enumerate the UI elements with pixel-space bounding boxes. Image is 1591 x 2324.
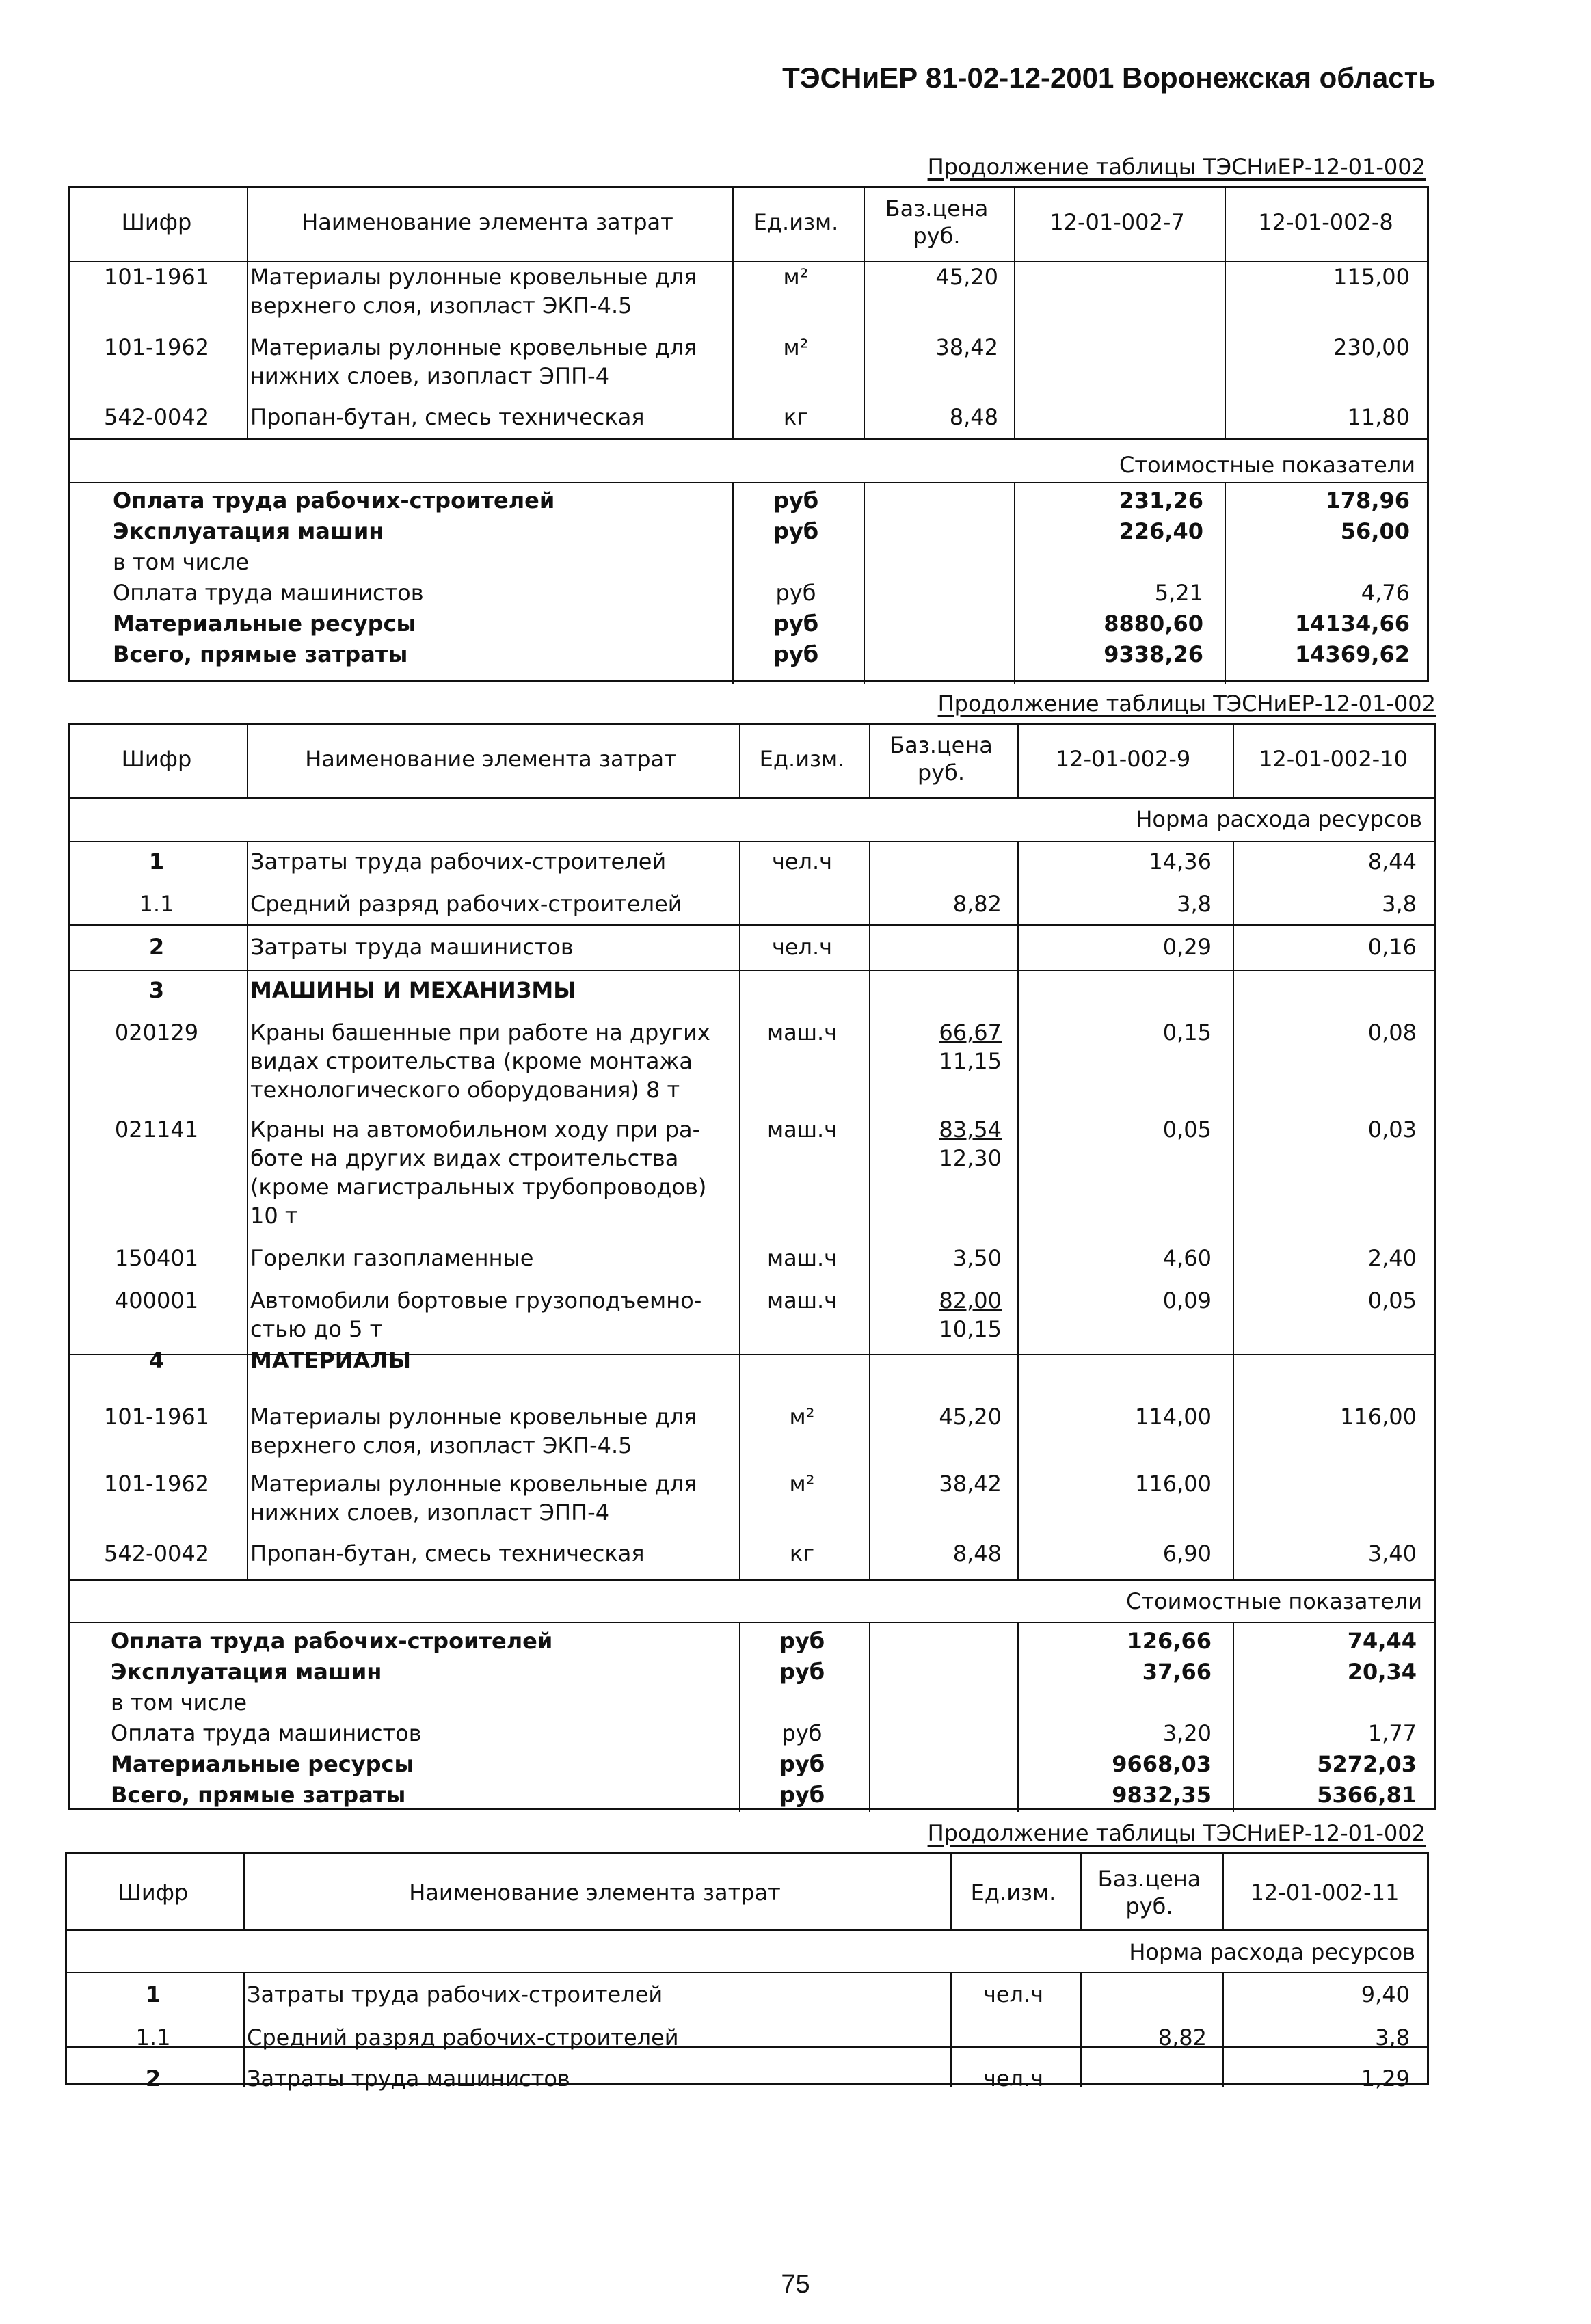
row-unit: маш.ч [766,1117,838,1143]
row-name: Краны башенные при работе на других [250,1019,710,1045]
cost-value-2: 5366,81 [1317,1782,1417,1808]
table-caption: Продолжение таблицы ТЭСНиЕР-12-01-002 [927,154,1426,180]
header-col-2: Ед.изм. [753,209,839,235]
cost-unit: руб [779,1782,825,1808]
row-price: 66,67 [939,1019,1002,1045]
row-code: 3 [148,977,165,1003]
row-name: верхнего слоя, изопласт ЭКП-4.5 [250,293,632,319]
row-value-2: 115,00 [1333,264,1410,290]
cost-name: в том числе [111,1689,247,1715]
row-value-2: 8,44 [1367,849,1417,874]
cost-value-1: 3,20 [1162,1720,1212,1746]
row-value-1: 116,00 [1135,1471,1212,1497]
row-unit: м² [789,1471,815,1497]
cost-unit: руб [781,1720,823,1746]
cost-name: Оплата труда рабочих-строителей [113,487,555,513]
header-col-0: Шифр [121,746,192,772]
cost-value-2: 1,77 [1367,1720,1417,1746]
row-value-1: 6,90 [1162,1540,1212,1566]
row-price: 8,48 [949,404,998,430]
norm-label: Норма расхода ресурсов [1129,1939,1415,1965]
cost-unit: руб [773,487,819,513]
row-name: МАТЕРИАЛЫ [250,1348,412,1374]
row-value-1: 9,40 [1361,1981,1410,2007]
row-price-2: 12,30 [939,1145,1002,1171]
cost-value-2: 5272,03 [1317,1751,1417,1777]
header-col-4: 12-01-002-11 [1250,1880,1400,1906]
row-price: 82,00 [939,1287,1002,1313]
row-unit: м² [789,1404,815,1430]
row-unit: кг [789,1540,815,1566]
cost-value-2: 14369,62 [1294,641,1410,667]
page-number: 75 [781,2270,810,2299]
row-code: 101-1962 [103,1471,210,1497]
row-price-2: 10,15 [939,1316,1002,1342]
row-code: 4 [148,1348,165,1374]
row-name: Материалы рулонные кровельные для [250,264,697,290]
row-name: Краны на автомобильном ходу при ра- [250,1117,701,1143]
row-price: 38,42 [939,1471,1002,1497]
row-name: видах строительства (кроме монтажа [250,1048,693,1074]
row-unit: маш.ч [766,1245,838,1271]
cost-value-1: 226,40 [1119,518,1203,544]
row-name: Материалы рулонные кровельные для [250,334,697,360]
row-name: Горелки газопламенные [250,1245,534,1271]
header-col-0: Шифр [118,1880,189,1906]
row-value-2: 0,16 [1367,934,1417,960]
cost-value-1: 9338,26 [1104,641,1203,667]
norm-label: Норма расхода ресурсов [1136,806,1422,832]
row-price: 45,20 [935,264,998,290]
cost-unit: руб [779,1751,825,1777]
row-code: 1 [145,1981,161,2007]
cost-unit: руб [779,1659,825,1685]
cost-value-2: 178,96 [1325,487,1410,513]
table-caption: Продолжение таблицы ТЭСНиЕР-12-01-002 [937,691,1436,717]
cost-label: Стоимостные показатели [1119,452,1415,478]
header-col-1: Наименование элемента затрат [409,1880,781,1906]
row-name: Затраты труда машинистов [250,934,574,960]
header-col-5: 12-01-002-8 [1258,209,1393,235]
cost-value-1: 231,26 [1119,487,1203,513]
row-unit: чел.ч [982,2066,1044,2092]
row-value-1: 114,00 [1135,1404,1212,1430]
row-unit: маш.ч [766,1287,838,1313]
row-price: 3,50 [952,1245,1002,1271]
cost-value-2: 56,00 [1340,518,1410,544]
cost-unit: руб [775,580,816,606]
row-price: 8,48 [952,1540,1002,1566]
row-code: 1.1 [139,891,174,917]
table-1 [68,186,1429,682]
row-value-2: 0,03 [1367,1117,1417,1143]
row-name: Средний разряд рабочих-строителей [247,2025,679,2051]
cost-value-1: 5,21 [1154,580,1203,606]
row-name: 10 т [250,1203,298,1229]
header-col-0: Шифр [121,209,192,235]
row-value-1: 0,05 [1162,1117,1212,1143]
row-value-2: 230,00 [1333,334,1410,360]
row-name: верхнего слоя, изопласт ЭКП-4.5 [250,1432,632,1458]
header-base-price: Баз.цена руб. [1097,1866,1201,1919]
row-code: 150401 [114,1245,199,1271]
row-price: 83,54 [939,1117,1002,1143]
row-code: 542-0042 [103,404,210,430]
row-value-2: 3,8 [1382,891,1417,917]
row-code: 020129 [114,1019,199,1045]
row-name: Затраты труда машинистов [247,2066,570,2092]
cost-value-2: 74,44 [1347,1628,1417,1654]
header-col-2: Ед.изм. [970,1880,1056,1906]
header-base-price: Баз.цена руб. [890,732,993,786]
row-value-2: 116,00 [1340,1404,1417,1430]
cost-unit: руб [773,641,819,667]
cost-value-1: 9668,03 [1112,1751,1212,1777]
cost-value-1: 8880,60 [1104,611,1203,637]
row-value-2: 2,40 [1367,1245,1417,1271]
row-name: Материалы рулонные кровельные для [250,1471,697,1497]
cost-name: Оплата труда рабочих-строителей [111,1628,553,1654]
cost-value-1: 126,66 [1127,1628,1212,1654]
row-code: 2 [145,2066,161,2092]
row-value-2: 3,40 [1367,1540,1417,1566]
cost-unit: руб [779,1628,825,1654]
row-name: (кроме магистральных трубопроводов) [250,1174,707,1200]
header-col-1: Наименование элемента затрат [305,746,677,772]
row-code: 101-1961 [103,264,210,290]
row-code: 1 [148,849,165,874]
header-col-1: Наименование элемента затрат [302,209,673,235]
cost-name: в том числе [113,549,249,575]
row-name: стью до 5 т [250,1316,383,1342]
row-unit: маш.ч [766,1019,838,1045]
row-code: 400001 [114,1287,199,1313]
row-name: технологического оборудования) 8 т [250,1077,680,1103]
row-value-2: 0,05 [1367,1287,1417,1313]
page-header: ТЭСНиЕР 81-02-12-2001 Воронежская область [782,62,1436,94]
cost-name: Материальные ресурсы [111,1751,414,1777]
row-name: Пропан-бутан, смесь техническая [250,1540,645,1566]
row-value-1: 0,15 [1162,1019,1212,1045]
row-code: 101-1962 [103,334,210,360]
row-price: 8,82 [1158,2025,1207,2051]
row-code: 021141 [114,1117,199,1143]
row-name: боте на других видах строительства [250,1145,679,1171]
row-name: Затраты труда рабочих-строителей [250,849,667,874]
row-name: Затраты труда рабочих-строителей [247,1981,663,2007]
row-price: 45,20 [939,1404,1002,1430]
row-unit: чел.ч [982,1981,1044,2007]
row-unit: чел.ч [771,934,833,960]
row-name: МАШИНЫ И МЕХАНИЗМЫ [250,977,576,1003]
table-caption: Продолжение таблицы ТЭСНиЕР-12-01-002 [927,1820,1426,1846]
cost-value-1: 37,66 [1142,1659,1212,1685]
header-col-4: 12-01-002-7 [1049,209,1185,235]
row-value-1: 0,09 [1162,1287,1212,1313]
row-name: Средний разряд рабочих-строителей [250,891,682,917]
row-price: 8,82 [952,891,1002,917]
row-name: Материалы рулонные кровельные для [250,1404,697,1430]
cost-name: Оплата труда машинистов [111,1720,422,1746]
cost-name: Всего, прямые затраты [111,1782,406,1808]
row-value-1: 3,8 [1375,2025,1410,2051]
row-name: нижних слоев, изопласт ЭПП-4 [250,1499,610,1525]
header-base-price: Баз.цена руб. [885,196,989,249]
row-code: 2 [148,934,165,960]
cost-value-2: 14134,66 [1294,611,1410,637]
row-code: 542-0042 [103,1540,210,1566]
row-name: Автомобили бортовые грузоподъемно- [250,1287,702,1313]
cost-unit: руб [773,518,819,544]
cost-value-1: 9832,35 [1112,1782,1212,1808]
cost-name: Эксплуатация машин [113,518,384,544]
row-value-1: 14,36 [1149,849,1212,874]
row-price: 38,42 [935,334,998,360]
row-name: Пропан-бутан, смесь техническая [250,404,645,430]
row-value-1: 3,8 [1177,891,1212,917]
row-unit: м² [783,334,809,360]
cost-name: Оплата труда машинистов [113,580,424,606]
row-unit: чел.ч [771,849,833,874]
cost-unit: руб [773,611,819,637]
row-value-2: 0,08 [1367,1019,1417,1045]
row-name: нижних слоев, изопласт ЭПП-4 [250,363,610,389]
row-value-2: 11,80 [1347,404,1410,430]
cost-value-2: 4,76 [1361,580,1410,606]
cost-name: Материальные ресурсы [113,611,416,637]
header-col-2: Ед.изм. [759,746,845,772]
cost-name: Эксплуатация машин [111,1659,382,1685]
cost-name: Всего, прямые затраты [113,641,408,667]
row-price-2: 11,15 [939,1048,1002,1074]
header-col-5: 12-01-002-10 [1259,746,1408,772]
cost-value-2: 20,34 [1347,1659,1417,1685]
row-code: 1.1 [135,2025,171,2051]
cost-label: Стоимостные показатели [1126,1588,1422,1614]
header-col-4: 12-01-002-9 [1055,746,1191,772]
row-value-1: 0,29 [1162,934,1212,960]
row-value-1: 4,60 [1162,1245,1212,1271]
row-value-1: 1,29 [1361,2066,1410,2092]
row-unit: кг [783,404,809,430]
row-unit: м² [783,264,809,290]
row-code: 101-1961 [103,1404,210,1430]
